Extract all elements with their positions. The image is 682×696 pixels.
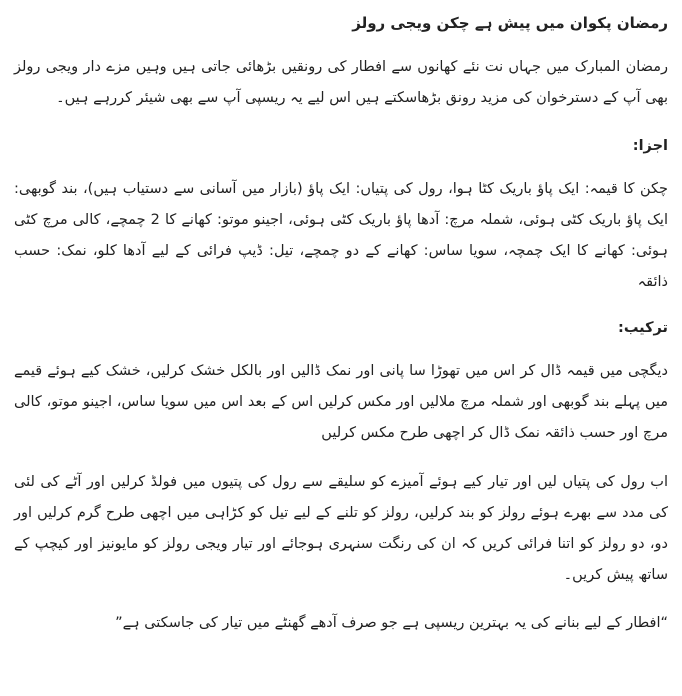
method-steps (14, 356, 668, 591)
ingredients-heading: اجزا: (632, 138, 668, 154)
method-step-2: اب رول کی پتیاں لیں اور تیار کیے ہوئے آمیزے کو سلیقے سے رول کی پتیوں میں فولڈ کرلیں اور آٹے کی لئی کی مدد سے بھرے ہوئے رولز کو بند کرلیں، رولز کو تلنے کے لیے تیل کو کڑاہی میں اچھی طرح گرم کرلیں اور دو، دو رولز کو اتنا فرائی کریں کہ ان کی رنگت سنہری ہوجائے اور تیار ویجی رولز کو مایونیز اور کیچپ کے ساتھ پیش کریں۔ (14, 474, 668, 583)
ingredients-list: چکن کا قیمہ: ایک پاؤ باریک کٹا ہوا، رول کی پتیاں: ایک پاؤ (بازار میں آسانی سے دستیاب ہیں)، بند گوبھی: ایک پاؤ باریک کٹی ہوئی، شملہ مرچ: آدھا پاؤ باریک کٹی ہوئی، اجینو موتو: کھانے کا 2 چمچے، کالی مرچ کٹی ہوئی: کھانے کا ایک چمچہ، سویا ساس: کھانے کے دو چمچے، تیل: ڈیپ فرائی کے لیے آدھا کلو، نمک: حسب ذائقہ (14, 181, 668, 290)
intro-paragraph: رمضان المبارک میں جہاں نت نئے کھانوں سے افطار کی رونقیں بڑھائی جاتی ہیں وہیں مزے دار ویجی رولز بھی آپ کے دسترخوان کی مزید رونق بڑھاسکتے ہیں اس لیے یہ ریسپی آپ سے بھی شیئر کررہے ہیں۔ (14, 59, 668, 106)
article-title: رمضان پکوان میں پیش ہے چکن ویجی رولز (352, 14, 668, 32)
method-step-1: دیگچی میں قیمہ ڈال کر اس میں تھوڑا سا پانی اور نمک ڈالیں اور بالکل خشک کرلیں، خشک کیے ہوئے قیمے میں پہلے بند گوبھی اور شملہ مرچ ملالیں اور مکس کرلیں اس کے بعد اس میں سویا ساس، اجینو موتو، کالی مرچ اور حسب ذائقہ نمک ڈال کر اچھی طرح مکس کرلیں (14, 363, 668, 441)
closing-quote: “افطار کے لیے بنانے کی یہ بہترین ریسپی ہے جو صرف آدھے گھنٹے میں تیار کی جاسکتی ہے” (115, 615, 668, 631)
method-heading: ترکیب: (618, 320, 668, 336)
